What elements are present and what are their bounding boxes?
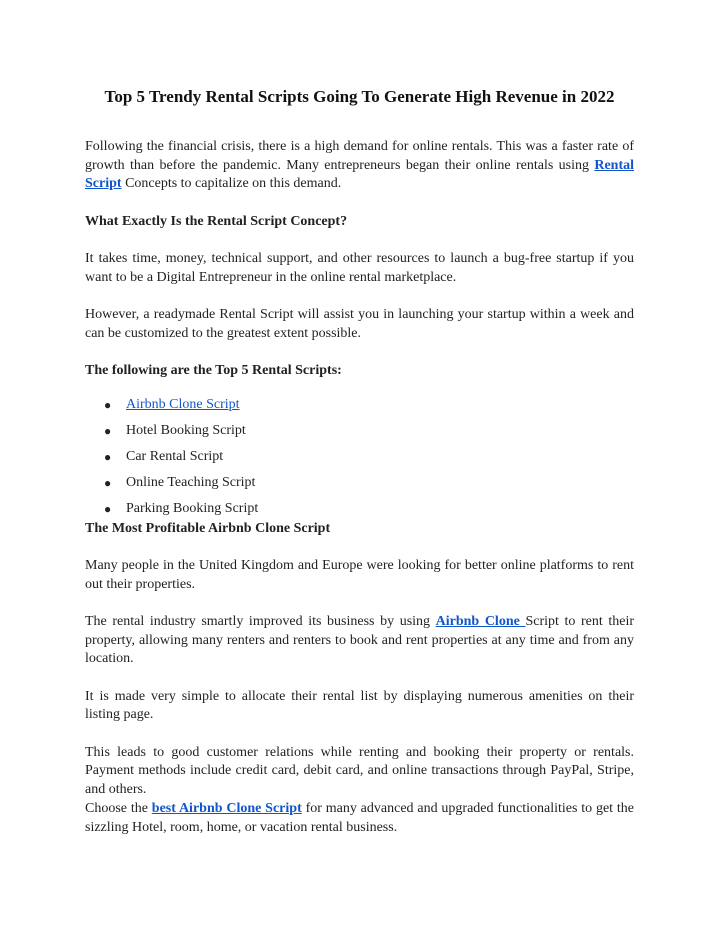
section-heading-concept: What Exactly Is the Rental Script Concept? [85, 213, 348, 229]
bullet-icon: ● [104, 423, 112, 438]
airbnb-clone-script-link[interactable]: Airbnb Clone Script [126, 396, 240, 412]
paragraph-uk-europe: Many people in the United Kingdom and Europe were looking for better online platforms to rent out their properties. [85, 558, 634, 592]
list-item [85, 444, 634, 470]
para7-text-after: for many advanced and upgraded functionalities to get the sizzling Hotel, room, home, or vacation rental business. [85, 800, 635, 835]
list-heading: The following are the Top 5 Rental Scripts: [85, 363, 342, 378]
document-page [85, 86, 634, 837]
paragraph-rental-industry [85, 613, 634, 669]
bullet-icon: ● [104, 501, 112, 516]
intro-paragraph [85, 138, 634, 194]
list-item-label: Parking Booking Script [126, 500, 259, 516]
intro-text-after: Concepts to capitalize on this demand. [121, 176, 342, 192]
list-item [85, 496, 634, 522]
bullet-icon: ● [104, 449, 112, 464]
list-item-label: Hotel Booking Script [126, 422, 246, 438]
best-airbnb-clone-script-link[interactable]: best Airbnb Clone Script [151, 800, 302, 816]
list-item-label: Online Teaching Script [126, 474, 256, 490]
airbnb-clone-link[interactable]: Airbnb Clone [435, 614, 526, 629]
list-item [85, 418, 634, 444]
list-item [85, 392, 634, 418]
paragraph-amenities: It is made very simple to allocate their rental list by displaying numerous amenities on their listing page. [85, 688, 634, 723]
bullet-icon: ● [104, 397, 112, 412]
para7-text-before: Choose the [85, 800, 152, 816]
paragraph-choose-best [85, 800, 634, 837]
para4-text-after: Script to rent their property, allowing many renters and renters to book and rent properties at any time and from any location. [85, 614, 635, 667]
para4-text-before: The rental industry smartly improved its business by using [85, 614, 436, 629]
bullet-icon: ● [104, 475, 112, 490]
paragraph-readymade-script: However, a readymade Rental Script will assist you in launching your startup within a week and can be customized to the greatest extent possible. [85, 307, 634, 341]
list-item [85, 470, 634, 496]
section-heading-airbnb: The Most Profitable Airbnb Clone Script [85, 520, 331, 536]
rental-scripts-list [85, 392, 634, 522]
intro-text-before: Following the financial crisis, there is a high demand for online rentals. This was a faster rate of growth than before the pandemic. Many entrepreneurs began their online rentals using [85, 139, 634, 173]
paragraph-customer-relations: This leads to good customer relations while renting and booking their property or rentals. Payment methods include credit card, debit card, and online transactions through PayPal, Stripe, and others. [85, 744, 634, 798]
rental-script-link[interactable]: Rental Script [85, 157, 634, 192]
paragraph-launch-time: It takes time, money, technical support, and other resources to launch a bug-free startup if you want to be a Digital Entrepreneur in the online rental marketplace. [85, 251, 634, 285]
list-item-label: Car Rental Script [126, 448, 224, 464]
document-title: Top 5 Trendy Rental Scripts Going To Generate High Revenue in 2022 [104, 87, 615, 106]
